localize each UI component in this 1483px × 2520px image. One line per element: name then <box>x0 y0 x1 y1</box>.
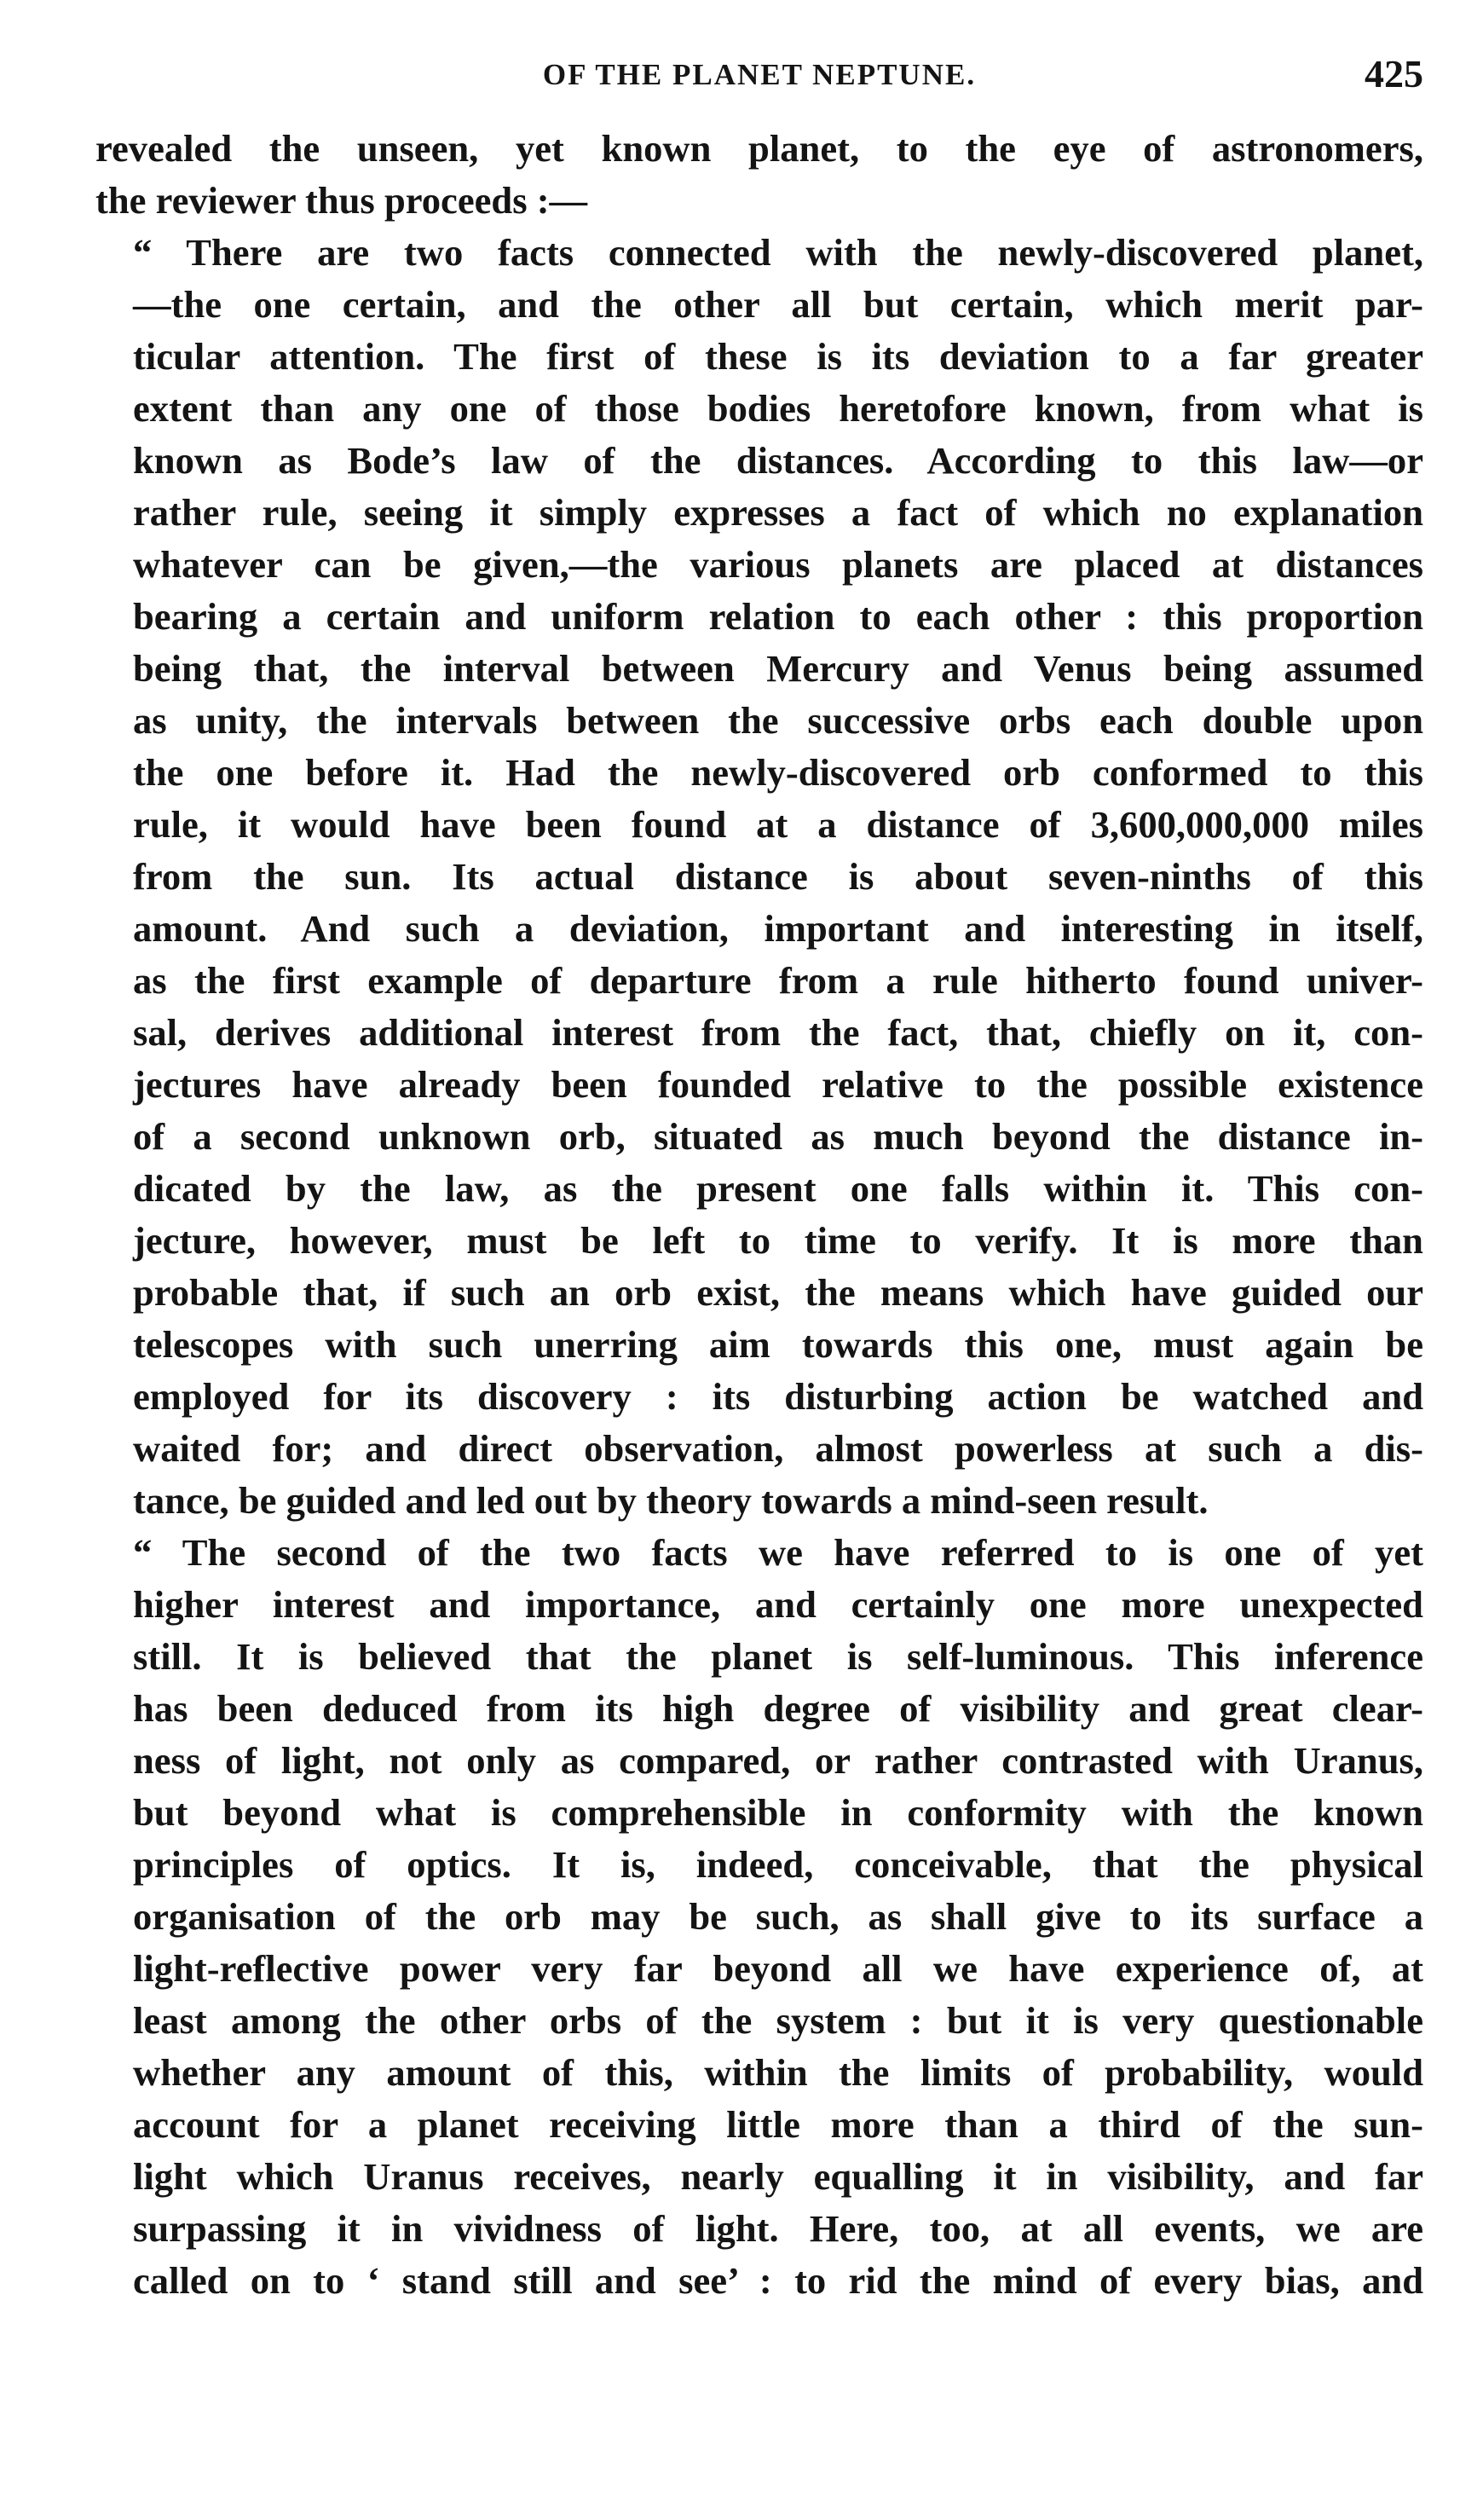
text-line: the reviewer thus proceeds :— <box>95 179 588 222</box>
text-line: bearing a certain and uniform relation to each other : this proportion <box>133 595 1423 638</box>
paragraph <box>95 123 1423 227</box>
text-line: as the first example of departure from a rule hitherto found univer- <box>133 959 1423 1002</box>
text-line: whether any amount of this, within the limits of probability, would <box>133 2051 1423 2094</box>
text-line: surpassing it in vividness of light. Here, too, at all events, we are <box>133 2207 1423 2250</box>
text-line: dicated by the law, as the present one falls within it. This con- <box>133 1167 1423 1210</box>
paragraph <box>95 1527 1423 2307</box>
text-line: but beyond what is comprehensible in conformity with the known <box>133 1791 1423 1834</box>
text-line: as unity, the intervals between the successive orbs each double upon <box>133 699 1423 742</box>
text-line: called on to ‘ stand still and see’ : to rid the mind of every bias, and <box>133 2259 1423 2302</box>
text-line: employed for its discovery : its disturbing action be watched and <box>133 1375 1423 1418</box>
text-line: rule, it would have been found at a distance of 3,600,000,000 miles <box>133 803 1423 846</box>
text-line: probable that, if such an orb exist, the means which have guided our <box>133 1271 1423 1314</box>
text-line: being that, the interval between Mercury and Venus being assumed <box>133 647 1423 690</box>
text-line: sal, derives additional interest from the fact, that, chiefly on it, con- <box>133 1011 1423 1054</box>
text-line: tance, be guided and led out by theory towards a mind-seen result. <box>133 1479 1209 1522</box>
text-line: higher interest and importance, and certainly one more unexpected <box>133 1583 1423 1626</box>
text-line: least among the other orbs of the system : but it is very questionable <box>133 1999 1423 2042</box>
text-line: rather rule, seeing it simply expresses a fact of which no explanation <box>133 491 1423 534</box>
book-page <box>95 51 1423 2307</box>
text-line: light-reflective power very far beyond all we have experience of, at <box>133 1947 1423 1990</box>
text-line: known as Bode’s law of the distances. According to this law—or <box>133 439 1423 482</box>
text-line: has been deduced from its high degree of visibility and great clear- <box>133 1687 1423 1730</box>
text-line: still. It is believed that the planet is self-luminous. This inference <box>133 1635 1423 1678</box>
text-line: whatever can be given,—the various planets are placed at distances <box>133 543 1423 586</box>
text-line: extent than any one of those bodies heretofore known, from what is <box>133 387 1423 430</box>
text-line: account for a planet receiving little more than a third of the sun- <box>133 2103 1423 2146</box>
text-line: telescopes with such unerring aim towards this one, must again be <box>133 1323 1423 1366</box>
text-line: organisation of the orb may be such, as shall give to its surface a <box>133 1895 1423 1938</box>
text-line: the one before it. Had the newly-discovered orb conformed to this <box>133 751 1423 794</box>
text-line: “ There are two facts connected with the newly-discovered planet, <box>133 231 1423 274</box>
text-line: jecture, however, must be left to time to verify. It is more than <box>133 1219 1423 1262</box>
text-line: revealed the unseen, yet known planet, to the eye of astronomers, <box>95 127 1423 170</box>
page-number: 425 <box>1365 52 1423 95</box>
text-line: from the sun. Its actual distance is about seven-ninths of this <box>133 855 1423 898</box>
text-line: waited for; and direct observation, almost powerless at such a dis- <box>133 1427 1423 1470</box>
text-line: “ The second of the two facts we have referred to is one of yet <box>133 1531 1423 1574</box>
text-line: amount. And such a deviation, important and interesting in itself, <box>133 907 1423 950</box>
text-line: light which Uranus receives, nearly equalling it in visibility, and far <box>133 2155 1423 2198</box>
text-line: ticular attention. The first of these is its deviation to a far greater <box>133 335 1423 378</box>
text-line: of a second unknown orb, situated as much beyond the distance in- <box>133 1115 1423 1158</box>
text-line: —the one certain, and the other all but certain, which merit par- <box>133 283 1423 326</box>
text-line: jectures have already been founded relative to the possible existence <box>133 1063 1423 1106</box>
running-title: OF THE PLANET NEPTUNE. <box>542 58 977 91</box>
paragraph <box>95 227 1423 1527</box>
text-line: ness of light, not only as compared, or rather contrasted with Uranus, <box>133 1739 1423 1782</box>
running-head <box>95 51 1423 106</box>
body-text <box>95 123 1423 2307</box>
text-line: principles of optics. It is, indeed, conceivable, that the physical <box>133 1843 1423 1886</box>
